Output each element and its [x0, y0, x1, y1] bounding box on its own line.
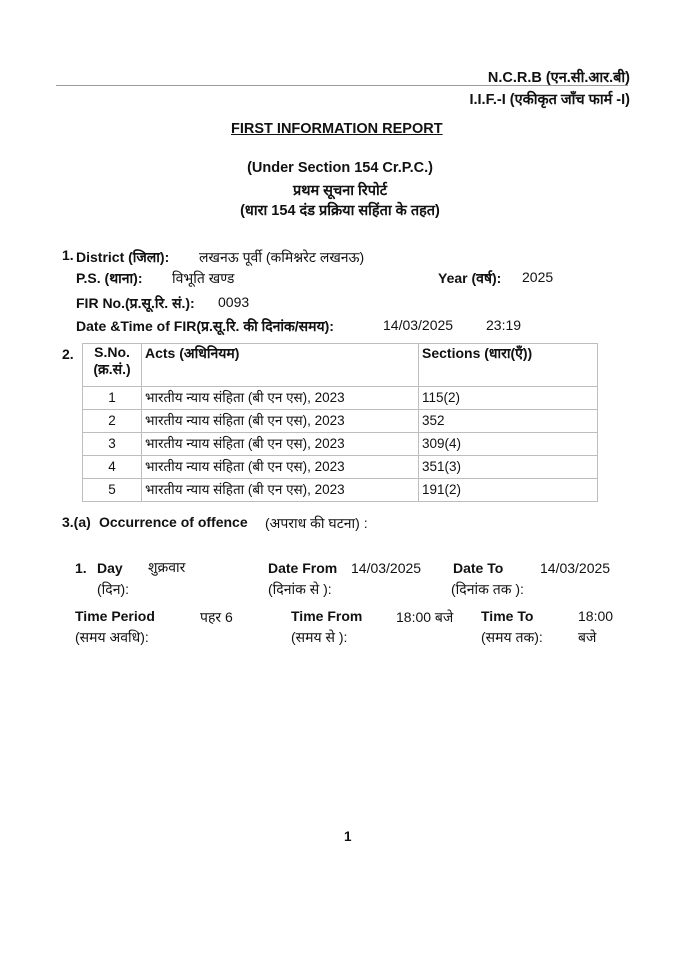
header-divider	[56, 85, 628, 86]
year-value: 2025	[522, 269, 554, 285]
table-row	[83, 410, 598, 433]
time-to-label: Time To	[481, 608, 534, 624]
time-to-label-hi: (समय तक):	[481, 629, 543, 645]
time-period-label-hi: (समय अवधि):	[75, 629, 149, 645]
row-section: 191(2)	[419, 479, 598, 502]
subtitle-line3: (धारा 154 दंड प्रक्रिया सहिंता के तहत)	[240, 203, 440, 219]
table-row	[83, 433, 598, 456]
row-sno: 2	[83, 410, 142, 433]
date-to-label-hi: (दिनांक तक ):	[451, 581, 524, 597]
sections-header: Sections (धारा(एँ))	[419, 344, 598, 387]
page-number: 1	[344, 829, 352, 844]
time-from-label-hi: (समय से ):	[291, 629, 348, 645]
sno-header-hi: (क्र.सं.)	[93, 361, 131, 377]
section3-heading-hi: (अपराध की घटना) :	[265, 515, 368, 531]
date-to-value: 14/03/2025	[540, 560, 611, 576]
year-label: Year (वर्ष):	[438, 270, 502, 286]
district-label: District (जिला):	[76, 249, 170, 265]
time-from-value: 18:00 बजे	[396, 609, 454, 625]
day-value: शुक्रवार	[148, 559, 186, 575]
day-label-hi: (दिन):	[97, 581, 130, 597]
time-period-value: पहर 6	[200, 609, 233, 625]
sno-header-en: S.No.	[94, 344, 130, 360]
ncrb-label: N.C.R.B (एन.सी.आर.बी)	[487, 70, 630, 86]
section3-number: 3.(a)	[62, 514, 91, 530]
subtitle-line1: (Under Section 154 Cr.P.C.)	[247, 160, 433, 176]
row-section: 115(2)	[419, 387, 598, 410]
fir-label: FIR No.(प्र.सू.रि. सं.):	[76, 295, 195, 311]
date-from-label-hi: (दिनांक से ):	[268, 581, 332, 597]
time-to-value-unit: बजे	[578, 629, 597, 645]
table-row	[83, 387, 598, 410]
row-sno: 3	[83, 433, 142, 456]
row-sno: 1	[83, 387, 142, 410]
time-period-label: Time Period	[75, 608, 155, 624]
row-act: भारतीय न्याय संहिता (बी एन एस), 2023	[142, 479, 419, 502]
table-row	[83, 479, 598, 502]
acts-table-header	[83, 344, 598, 387]
section3-heading: Occurrence of offence	[99, 514, 248, 530]
page-title: FIRST INFORMATION REPORT	[231, 121, 443, 137]
fir-datetime-label: Date &Time of FIR(प्र.सू.रि. की दिनांक/समय):	[76, 318, 334, 334]
date-from-label: Date From	[268, 560, 338, 576]
fir-time-value: 23:19	[486, 317, 522, 333]
iif-label: I.I.F.-I (एकीकृत जाँच फार्म -I)	[469, 92, 630, 108]
row-act: भारतीय न्याय संहिता (बी एन एस), 2023	[142, 410, 419, 433]
day-label: Day	[97, 560, 123, 576]
date-to-label: Date To	[453, 560, 504, 576]
day-number: 1.	[75, 560, 87, 576]
row-section: 352	[419, 410, 598, 433]
sno-header	[83, 344, 142, 387]
date-from-value: 14/03/2025	[351, 560, 422, 576]
fir-date-value: 14/03/2025	[383, 317, 454, 333]
acts-header: Acts (अधिनियम)	[142, 344, 419, 387]
row-sno: 5	[83, 479, 142, 502]
row-act: भारतीय न्याय संहिता (बी एन एस), 2023	[142, 456, 419, 479]
section2-number: 2.	[62, 346, 74, 362]
row-section: 351(3)	[419, 456, 598, 479]
section1-number: 1.	[62, 247, 74, 263]
fir-value: 0093	[218, 294, 250, 310]
subtitle-line2: प्रथम सूचना रिपोर्ट	[292, 183, 388, 199]
row-sno: 4	[83, 456, 142, 479]
ps-value: विभूति खण्ड	[172, 270, 235, 286]
ps-label: P.S. (थाना):	[76, 270, 143, 286]
time-from-label: Time From	[291, 608, 363, 624]
table-row	[83, 456, 598, 479]
acts-table	[82, 343, 598, 502]
district-value: लखनऊ पूर्वी (कमिश्नरेट लखनऊ)	[199, 249, 365, 265]
time-to-value: 18:00	[578, 608, 614, 624]
row-section: 309(4)	[419, 433, 598, 456]
row-act: भारतीय न्याय संहिता (बी एन एस), 2023	[142, 433, 419, 456]
row-act: भारतीय न्याय संहिता (बी एन एस), 2023	[142, 387, 419, 410]
